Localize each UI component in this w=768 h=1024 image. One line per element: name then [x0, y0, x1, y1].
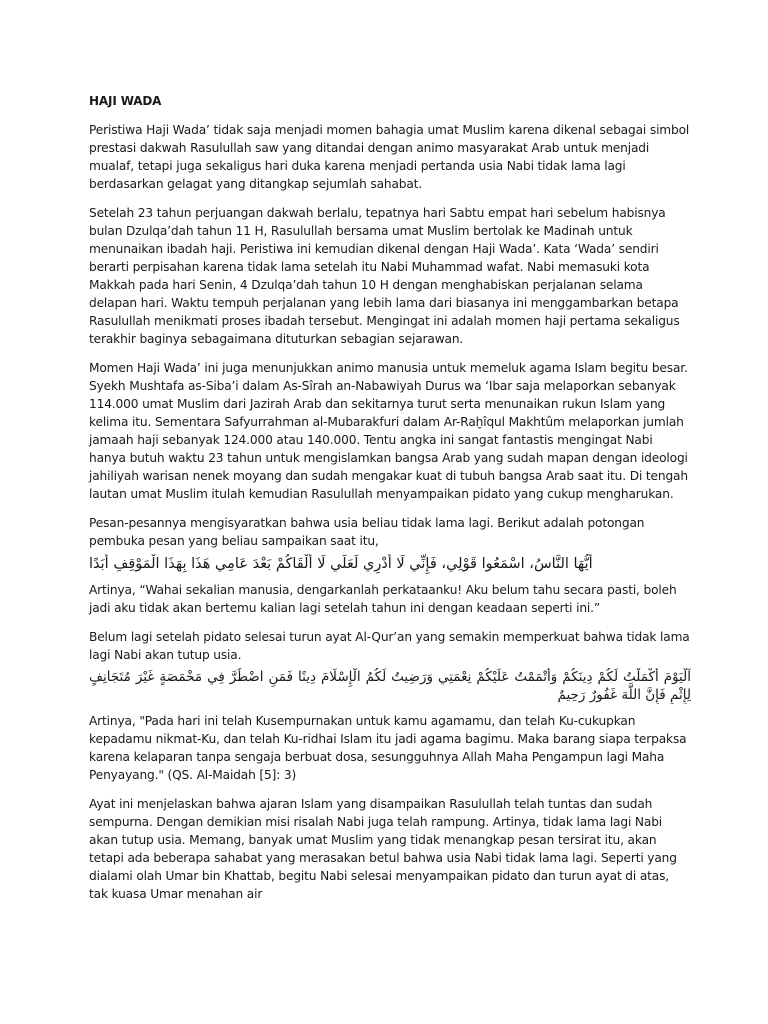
arabic-quote-sermon: أَيُّهَا النَّاسُ، اسْمَعُوا قَوْلِي، فَإِنِّي لَا أَدْرِي لَعَلِّي لَا أَلْقَاكُمْ بَعْدَ عَامِي هَذَا بِهَذَا الْمَوْقِفِ أَبَدًا: [89, 556, 593, 572]
translation-verse: Artinya, "Pada hari ini telah Kusempurnakan untuk kamu agamamu, dan telah Ku-cukupkan kepadamu nikmat-Ku, dan telah Ku-ridhai Islam itu jadi agama bagimu. Maka barang siapa terpaksa karena kelaparan tanpa sengaja berbuat dosa, sesungguhnya Allah Maha Pengampun lagi Maha Penyayang." (QS. Al-Maidah [5]: 3): [89, 714, 687, 782]
arabic-quote-verse: اَلْيَوْمَ أَكْمَلْتُ لَكُمْ دِينَكُمْ وَأَتْمَمْتُ عَلَيْكُمْ نِعْمَتِي وَرَضِيتُ لَكُمُ الْإِسْلَامَ دِينًا فَمَنِ اضْطُرَّ فِي مَخْمَصَةٍ غَيْرَ مُتَجَانِفٍ لِإِثْمٍ فَإِنَّ اللَّهَ غَفُورٌ رَحِيمٌ: [89, 669, 691, 703]
paragraph-conclusion: Ayat ini menjelaskan bahwa ajaran Islam yang disampaikan Rasulullah telah tuntas dan sudah sempurna. Dengan demikian misi risalah Nabi juga telah rampung. Artinya, tidak lama lagi Nabi akan tutup usia. Memang, banyak umat Muslim yang tidak menangkap pesan tersirat itu, akan tetapi ada beberapa sahabat yang merasakan betul bahwa usia Nabi tidak lama lagi. Seperti yang dialami olah Umar bin Khattab, begitu Nabi selesai menyampaikan pidato dan turun ayat di atas, tak kuasa Umar menahan air: [89, 797, 677, 901]
paragraph-journey: Setelah 23 tahun perjuangan dakwah berlalu, tepatnya hari Sabtu empat hari sebelum habisnya bulan Dzulqa’dah tahun 11 H, Rasulullah bersama umat Muslim bertolak ke Madinah untuk menunaikan ibadah haji. Peristiwa ini kemudian dikenal dengan Haji Wada’. Kata ‘Wada’ sendiri berarti perpisahan karena tidak lama setelah itu Nabi Muhammad wafat. Nabi memasuki kota Makkah pada hari Senin, 4 Dzulqa’dah tahun 10 H dengan menghabiskan perjalanan selama delapan hari. Waktu tempuh perjalanan yang lebih lama dari biasanya ini menggambarkan betapa Rasulullah menikmati proses ibadah tersebut. Mengingat ini adalah momen haji pertama sekaligus terakhir baginya sebagaimana dituturkan sebagian sejarawan.: [89, 206, 680, 346]
translation-sermon: Artinya, “Wahai sekalian manusia, dengarkanlah perkataanku! Aku belum tahu secara pasti, boleh jadi aku tidak akan bertemu kalian lagi setelah tahun ini dengan keadaan seperti ini.”: [89, 583, 677, 615]
paragraph-intro: Peristiwa Haji Wada’ tidak saja menjadi momen bahagia umat Muslim karena dikenal sebagai simbol prestasi dakwah Rasulullah saw yang ditandai dengan animo masyarakat Arab untuk menjadi mualaf, tetapi juga sekaligus hari duka karena menjadi pertanda usia Nabi tidak lama lagi berdasarkan gelagat yang ditangkap sejumlah sahabat.: [89, 123, 690, 191]
paragraph-verse-intro: Belum lagi setelah pidato selesai turun ayat Al-Qur’an yang semakin memperkuat bahwa tidak lama lagi Nabi akan tutup usia.: [89, 630, 690, 662]
paragraph-pilgrims: Momen Haji Wada’ ini juga menunjukkan animo manusia untuk memeluk agama Islam begitu besar. Syekh Mushtafa as-Siba’i dalam As-Sîrah an-Nabawiyah Durus wa ‘Ibar saja melaporkan sebanyak 114.000 umat Muslim dari Jazirah Arab dan sekitarnya turut serta menunaikan rukun Islam yang kelima itu. Sementara Safyurrahman al-Mubarakfuri dalam Ar-Raḫîqul Makhtûm melaporkan jumlah jamaah haji sebanyak 124.000 atau 140.000. Tentu angka ini sangat fantastis mengingat Nabi hanya butuh waktu 23 tahun untuk mengislamkan bangsa Arab yang sudah mapan dengan ideologi jahiliyah warisan nenek moyang dan sudah mengakar kuat di tubuh bangsa Arab saat itu. Di tengah lautan umat Muslim itulah kemudian Rasulullah menyampaikan pidato yang cukup mengharukan.: [89, 361, 688, 501]
paragraph-message-intro: Pesan-pesannya mengisyaratkan bahwa usia beliau tidak lama lagi. Berikut adalah potongan pembuka pesan yang beliau sampaikan saat itu,: [89, 516, 645, 548]
document-title: HAJI WADA: [89, 94, 162, 108]
document-page: [89, 92, 691, 914]
